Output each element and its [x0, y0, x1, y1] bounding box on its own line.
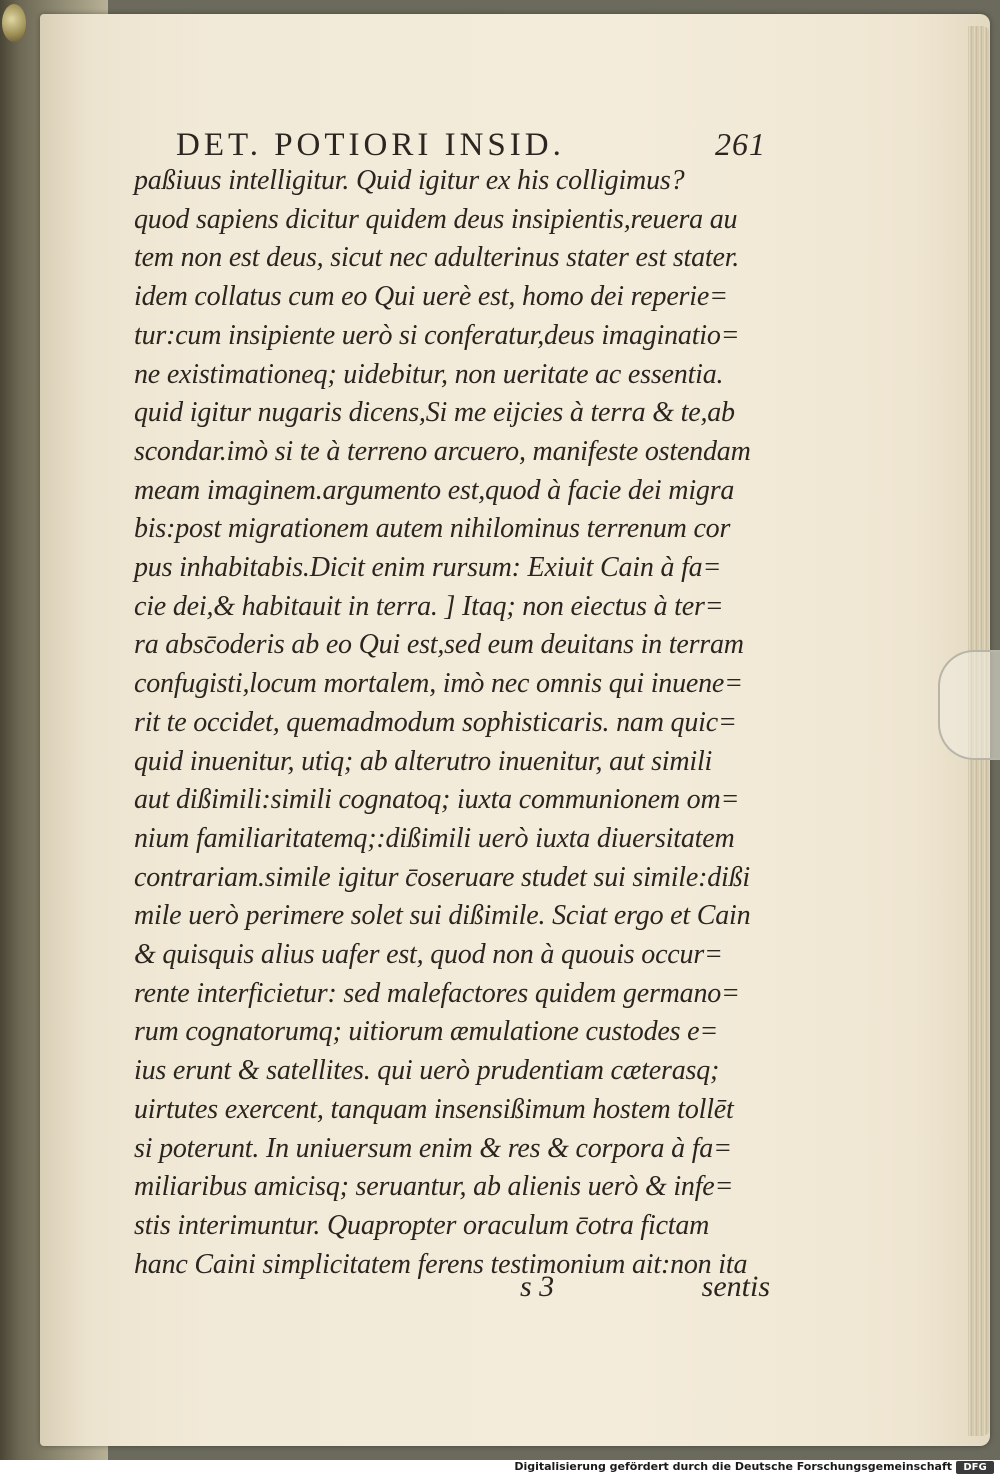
text-line: contrariam.simile igitur c̄oseruare studet sui simile:dißi	[134, 861, 750, 893]
signature-mark: s 3	[520, 1270, 555, 1303]
text-line: tem non est deus, sicut nec adulterinus stater est stater.	[134, 242, 740, 274]
text-line: miliaribus amicisq; seruantur, ab alienis uerò & infe=	[134, 1171, 734, 1203]
footer-bar	[0, 1460, 1000, 1476]
text-line: mile uerò perimere solet sui dißimile. Sciat ergo et Cain	[134, 900, 751, 932]
catchword: sentis	[701, 1270, 770, 1303]
dfg-logo: DFG	[956, 1461, 994, 1474]
text-line: rente interficietur: sed malefactores quidem germano=	[134, 977, 740, 1009]
text-line: paßiuus intelligitur. Quid igitur ex his colligimus?	[134, 165, 685, 196]
body-text	[120, 162, 770, 1284]
text-line: quod sapiens dicitur quidem deus insipientis,reuera au	[134, 203, 738, 235]
text-line: si poterunt. In uniuersum enim & res & corpora à fa=	[134, 1132, 732, 1164]
text-line: confugisti,locum mortalem, imò nec omnis qui inuene=	[134, 668, 743, 700]
text-line: ne existimationeq; uidebitur, non ueritate ac essentia.	[134, 358, 724, 390]
text-line: & quisquis alius uafer est, quod non à quouis occur=	[134, 939, 723, 971]
text-line: quid inuenitur, utiq; ab alterutro inuenitur, aut simili	[134, 745, 713, 777]
funding-credit: Digitalisierung gefördert durch die Deutsche Forschungsgemeinschaft	[514, 1460, 952, 1473]
running-title: DET. POTIORI INSID.	[176, 127, 565, 163]
text-line: rit te occidet, quemadmodum sophisticaris. nam quic=	[134, 706, 737, 738]
page-clip	[938, 650, 1000, 760]
binding-ring	[2, 4, 26, 42]
text-line: meam imaginem.argumento est,quod à facie dei migra	[134, 474, 735, 506]
text-line: hanc Caini simplicitatem ferens testimonium ait:non ita	[134, 1248, 748, 1280]
text-line: tur:cum insipiente uerò si conferatur,deus imaginatio=	[134, 319, 740, 351]
text-line: quid igitur nugaris dicens,Si me eijcies à terra & te,ab	[134, 397, 735, 429]
text-line: ius erunt & satellites. qui uerò prudentiam cæterasq;	[134, 1055, 720, 1087]
text-line: pus inhabitabis.Dicit enim rursum: Exiuit Cain à fa=	[134, 552, 722, 584]
text-line: bis:post migrationem autem nihilominus terrenum cor	[134, 513, 731, 545]
text-line: cie dei,& habitauit in terra. ] Itaq; non eiectus à ter=	[134, 590, 724, 622]
folio-number: 261	[715, 126, 766, 162]
page-foot	[520, 1270, 770, 1310]
text-line: idem collatus cum eo Qui uerè est, homo dei reperie=	[134, 281, 728, 313]
text-line: nium familiaritatemq;:dißimili uerò iuxta diuersitatem	[134, 822, 735, 854]
text-line: aut dißimili:simili cognatoq; iuxta communionem om=	[134, 784, 740, 816]
text-line: stis interimuntur. Quapropter oraculum c̄otra fictam	[134, 1209, 710, 1241]
text-line: rum cognatorumq; uitiorum æmulatione custodes e=	[134, 1016, 719, 1048]
text-line: ra absc̄oderis ab eo Qui est,sed eum deuitans in terram	[134, 629, 744, 661]
text-line: scondar.imò si te à terreno arcuero, manifeste ostendam	[134, 435, 751, 467]
text-line: uirtutes exercent, tanquam insensißimum hostem tollēt	[134, 1093, 734, 1125]
